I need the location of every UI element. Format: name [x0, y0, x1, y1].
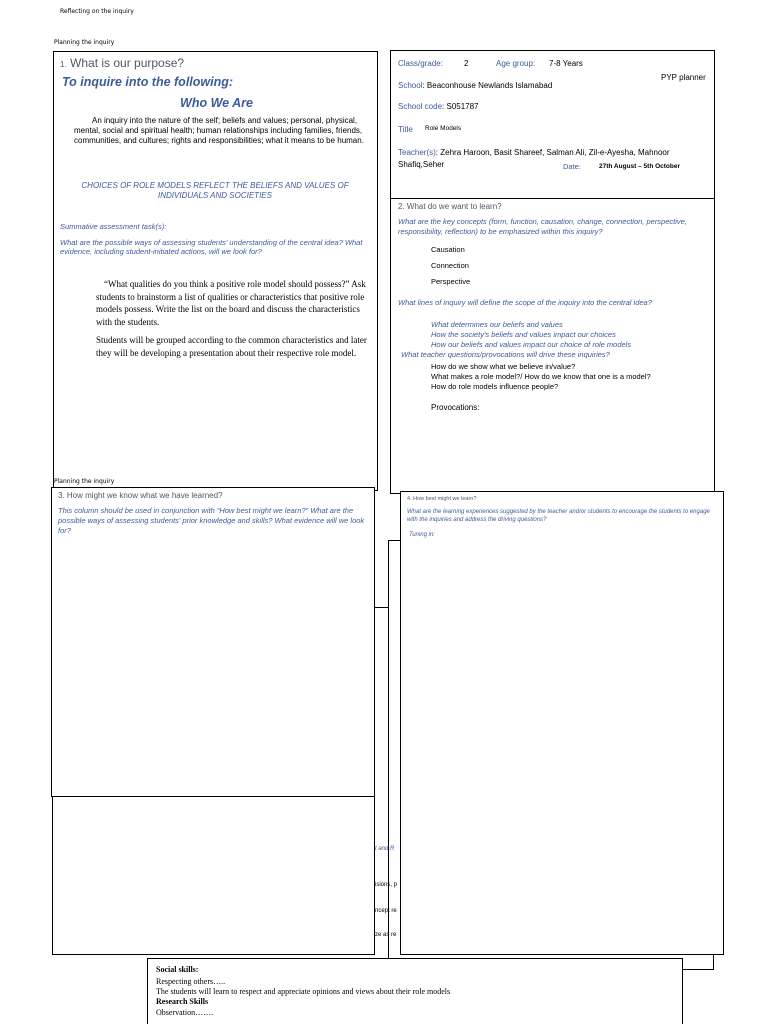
- title-label: Title: [398, 125, 413, 134]
- learning-question: What are the learning experiences suggested by the teacher and/or students to encourage the students to engage with the inquiries and address the driving questions?: [407, 509, 710, 523]
- age-label: Age group:: [496, 59, 536, 68]
- planner-info-box: [390, 50, 715, 200]
- lower-left-box: [52, 795, 375, 955]
- learn-box: [390, 198, 715, 494]
- skills-box: [147, 958, 683, 1024]
- planning-label: Planning the inquiry: [54, 39, 115, 46]
- concept-item: Perspective: [431, 277, 471, 286]
- social-skills-label: Social skills:: [156, 965, 199, 974]
- class-label: Class/grade:: [398, 59, 443, 68]
- learning-experiences-box: [400, 491, 724, 955]
- task-paragraph-1: “What qualities do you think a positive role model should possess?” Ask students to brainstorm a list of qualities or characteristics that positive role models possess. Write the list on the board and discuss the characteristics with the students.: [96, 279, 366, 327]
- theme-title: Who We Are: [180, 96, 253, 110]
- text-fragment: ze as re: [375, 932, 397, 938]
- teacher-questions-label: What teacher questions/provocations will drive these inquiries?: [401, 350, 610, 359]
- learn-heading: 2. What do we want to learn?: [398, 202, 502, 211]
- date-value: 27th August – 5th October: [599, 163, 681, 170]
- theme-description: An inquiry into the nature of the self; beliefs and values; personal, physical, mental, social and spiritual health; human relationships including families, friends, communities, and cultures; rights and responsibilities; what it means to be human.: [74, 116, 364, 145]
- date-label: Date:: [563, 162, 581, 171]
- planner-label: PYP planner: [661, 73, 706, 82]
- assessment-intro: This column should be used in conjunction with “How best might we learn?” What are the possible ways of assessing students' prior knowledge and skills? What evidence will we look for?: [58, 506, 365, 535]
- social-skill-description: The students will learn to respect and appreciate opinions and views about their role models: [156, 987, 451, 996]
- planning-label: Planning the inquiry: [54, 478, 115, 485]
- text-fragment: t and R: [375, 846, 395, 852]
- teacher-question: How do we show what we believe in/value?: [431, 362, 576, 371]
- line-of-inquiry: What determines our beliefs and values: [431, 320, 563, 329]
- concept-item: Connection: [431, 261, 469, 270]
- summative-label: Summative assessment task(s):: [60, 222, 167, 231]
- provocations-label: Provocations:: [431, 403, 480, 412]
- task-paragraph-2: Students will be grouped according to the common characteristics and later they will be developing a presentation about their respective role model.: [96, 335, 367, 358]
- summative-question: What are the possible ways of assessing students' understanding of the central idea? What evidence, including student-initiated actions, will we look for?: [60, 238, 363, 256]
- lines-question: What lines of inquiry will define the scope of the inquiry into the central idea?: [398, 298, 652, 307]
- title-value: Role Models: [425, 125, 462, 132]
- purpose-box: [53, 51, 378, 491]
- class-value: 2: [464, 59, 469, 68]
- line-of-inquiry: How our beliefs and values impact our choice of role models: [431, 340, 632, 349]
- social-skill-item: Respecting others…..: [156, 977, 226, 986]
- learning-heading: 4. How best might we learn?: [407, 496, 477, 502]
- research-skill-item: Observation…….: [156, 1008, 214, 1017]
- text-fragment: isions, p: [375, 882, 398, 888]
- concept-item: Causation: [431, 245, 465, 254]
- text-fragment: ncept re: [375, 908, 397, 914]
- school-code-row: School code: S051787: [398, 102, 479, 111]
- page-header-label: Reflecting on the inquiry: [60, 8, 134, 15]
- concepts-question: What are the key concepts (form, function, causation, change, connection, perspective, responsibility, reflection) to be emphasized within this inquiry?: [398, 217, 687, 236]
- assessment-heading: 3. How might we know what we have learned?: [58, 491, 223, 500]
- central-idea: CHOICES OF ROLE MODELS REFLECT THE BELIEFS AND VALUES OF INDIVIDUALS AND SOCIETIES: [81, 181, 349, 200]
- assessment-box: [51, 487, 375, 797]
- research-skills-label: Research Skills: [156, 997, 209, 1006]
- teacher-question: How do role models influence people?: [431, 382, 559, 391]
- tuning-in-label: Tuning in:: [409, 532, 435, 538]
- line-of-inquiry: How the society's beliefs and values impact our choices: [431, 330, 616, 339]
- school-row: School: Beaconhouse Newlands Islamabad: [398, 81, 553, 90]
- purpose-heading: 1. What is our purpose?: [60, 56, 185, 70]
- inquire-line: To inquire into the following:: [62, 75, 234, 89]
- teacher-question: What makes a role model?/ How do we know that one is a model?: [431, 372, 651, 381]
- age-value: 7-8 Years: [549, 59, 583, 68]
- teachers-row: Teacher(s): Zehra Haroon, Basit Shareef, Salman Ali, Zil-e-Ayesha, Mahnoor Shafiq,Seher: [398, 148, 670, 169]
